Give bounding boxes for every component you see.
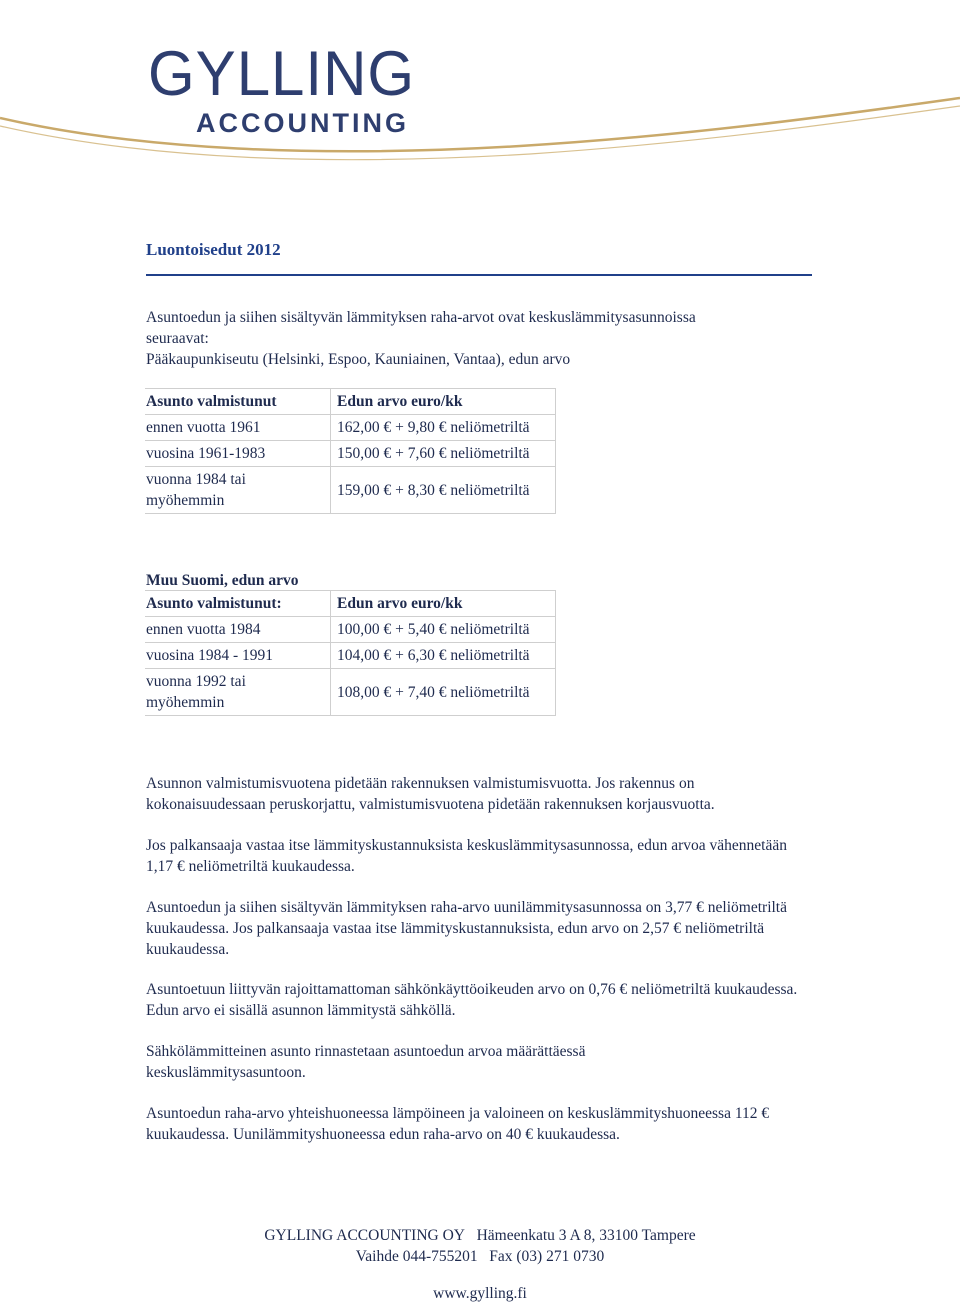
table-header-value: Edun arvo euro/kk	[331, 389, 556, 415]
rest-of-finland-heading: Muu Suomi, edun arvo	[146, 572, 299, 589]
paragraph-shared-room: Asuntoedun raha-arvo yhteishuoneessa lämpöineen ja valoineen on keskuslämmityshuoneessa 112 € kuukaudessa. Uunilämmityshuoneessa edun raha-arvo on 40 € kuukaudessa.	[146, 1105, 770, 1143]
website-link[interactable]: www.gylling.fi	[433, 1285, 527, 1302]
value-cell: 104,00 € + 6,30 € neliömetriltä	[331, 643, 556, 669]
table-header-period: Asunto valmistunut:	[145, 591, 331, 617]
period-cell: vuonna 1984 tai myöhemmin	[145, 467, 331, 514]
footer-address: Hämeenkatu 3 A 8, 33100 Tampere	[476, 1227, 696, 1244]
period-cell: vuosina 1984 - 1991	[145, 643, 331, 669]
table-row	[145, 617, 556, 643]
table-header-row	[145, 591, 556, 617]
value-cell: 159,00 € + 8,30 € neliömetriltä	[331, 467, 556, 514]
intro-text	[146, 307, 826, 370]
footer-fax: Fax (03) 271 0730	[489, 1248, 605, 1265]
paragraph-heating-deduction: Jos palkansaaja vastaa itse lämmityskustannuksista keskuslämmitysasunnossa, edun arvoa vähennetään 1,17 € neliömetriltä kuukaudessa.	[146, 837, 787, 875]
intro-line-1: Asuntoedun ja siihen sisältyvän lämmityksen raha-arvot ovat keskuslämmitysasunnoissa	[146, 309, 696, 326]
period-cell: ennen vuotta 1984	[145, 617, 331, 643]
table-row	[145, 643, 556, 669]
rest-of-finland-table	[145, 590, 556, 716]
logo-name: GYLLING	[148, 38, 416, 109]
intro-line-3: Pääkaupunkiseutu (Helsinki, Espoo, Kauniainen, Vantaa), edun arvo	[146, 351, 571, 368]
company-logo	[0, 0, 960, 200]
paragraph-electric-heating: Sähkölämmitteinen asunto rinnastetaan asuntoedun arvoa määrättäessä keskuslämmitysasuntoon.	[146, 1043, 586, 1081]
logo-swoosh	[0, 0, 960, 200]
paragraph-stove-heating: Asuntoedun ja siihen sisältyvän lämmityksen raha-arvo uunilämmitysasunnossa on 3,77 € neliömetriltä kuukaudessa. Jos palkansaaja vastaa itse lämmityskustannuksista, edun arvo on 2,57 € neliömetriltä kuukaudessa.	[146, 899, 787, 958]
table-header-value: Edun arvo euro/kk	[331, 591, 556, 617]
table-row	[145, 669, 556, 716]
intro-line-2: seuraavat:	[146, 330, 209, 347]
logo-subtitle: ACCOUNTING	[196, 108, 409, 138]
table-header-period: Asunto valmistunut	[145, 389, 331, 415]
value-cell: 108,00 € + 7,40 € neliömetriltä	[331, 669, 556, 716]
capital-region-table	[145, 388, 556, 514]
table-row	[145, 467, 556, 514]
table-header-row	[145, 389, 556, 415]
value-cell: 162,00 € + 9,80 € neliömetriltä	[331, 415, 556, 441]
footer-phone: Vaihde 044-755201	[355, 1248, 478, 1265]
page-title: Luontoisedut 2012	[146, 240, 281, 259]
footer	[0, 1225, 960, 1267]
footer-line-1	[0, 1225, 960, 1246]
period-cell: ennen vuotta 1961	[145, 415, 331, 441]
table-row	[145, 441, 556, 467]
footer-company: GYLLING ACCOUNTING OY	[264, 1227, 465, 1244]
value-cell: 100,00 € + 5,40 € neliömetriltä	[331, 617, 556, 643]
value-cell: 150,00 € + 7,60 € neliömetriltä	[331, 441, 556, 467]
footer-line-2	[0, 1246, 960, 1267]
period-cell: vuonna 1992 tai myöhemmin	[145, 669, 331, 716]
paragraph-electricity: Asuntoetuun liittyvän rajoittamattoman sähkönkäyttöoikeuden arvo on 0,76 € neliömetriltä kuukaudessa. Edun arvo ei sisällä asunnon lämmitystä sähköllä.	[146, 981, 798, 1019]
table-row	[145, 415, 556, 441]
paragraph-construction-year: Asunnon valmistumisvuotena pidetään rakennuksen valmistumisvuotta. Jos rakennus on kokonaisuudessaan peruskorjattu, valmistumisvuotena pidetään rakennuksen korjausvuotta.	[146, 775, 715, 813]
period-cell: vuosina 1961-1983	[145, 441, 331, 467]
title-underline	[146, 274, 812, 276]
footer-website[interactable]	[0, 1283, 960, 1304]
